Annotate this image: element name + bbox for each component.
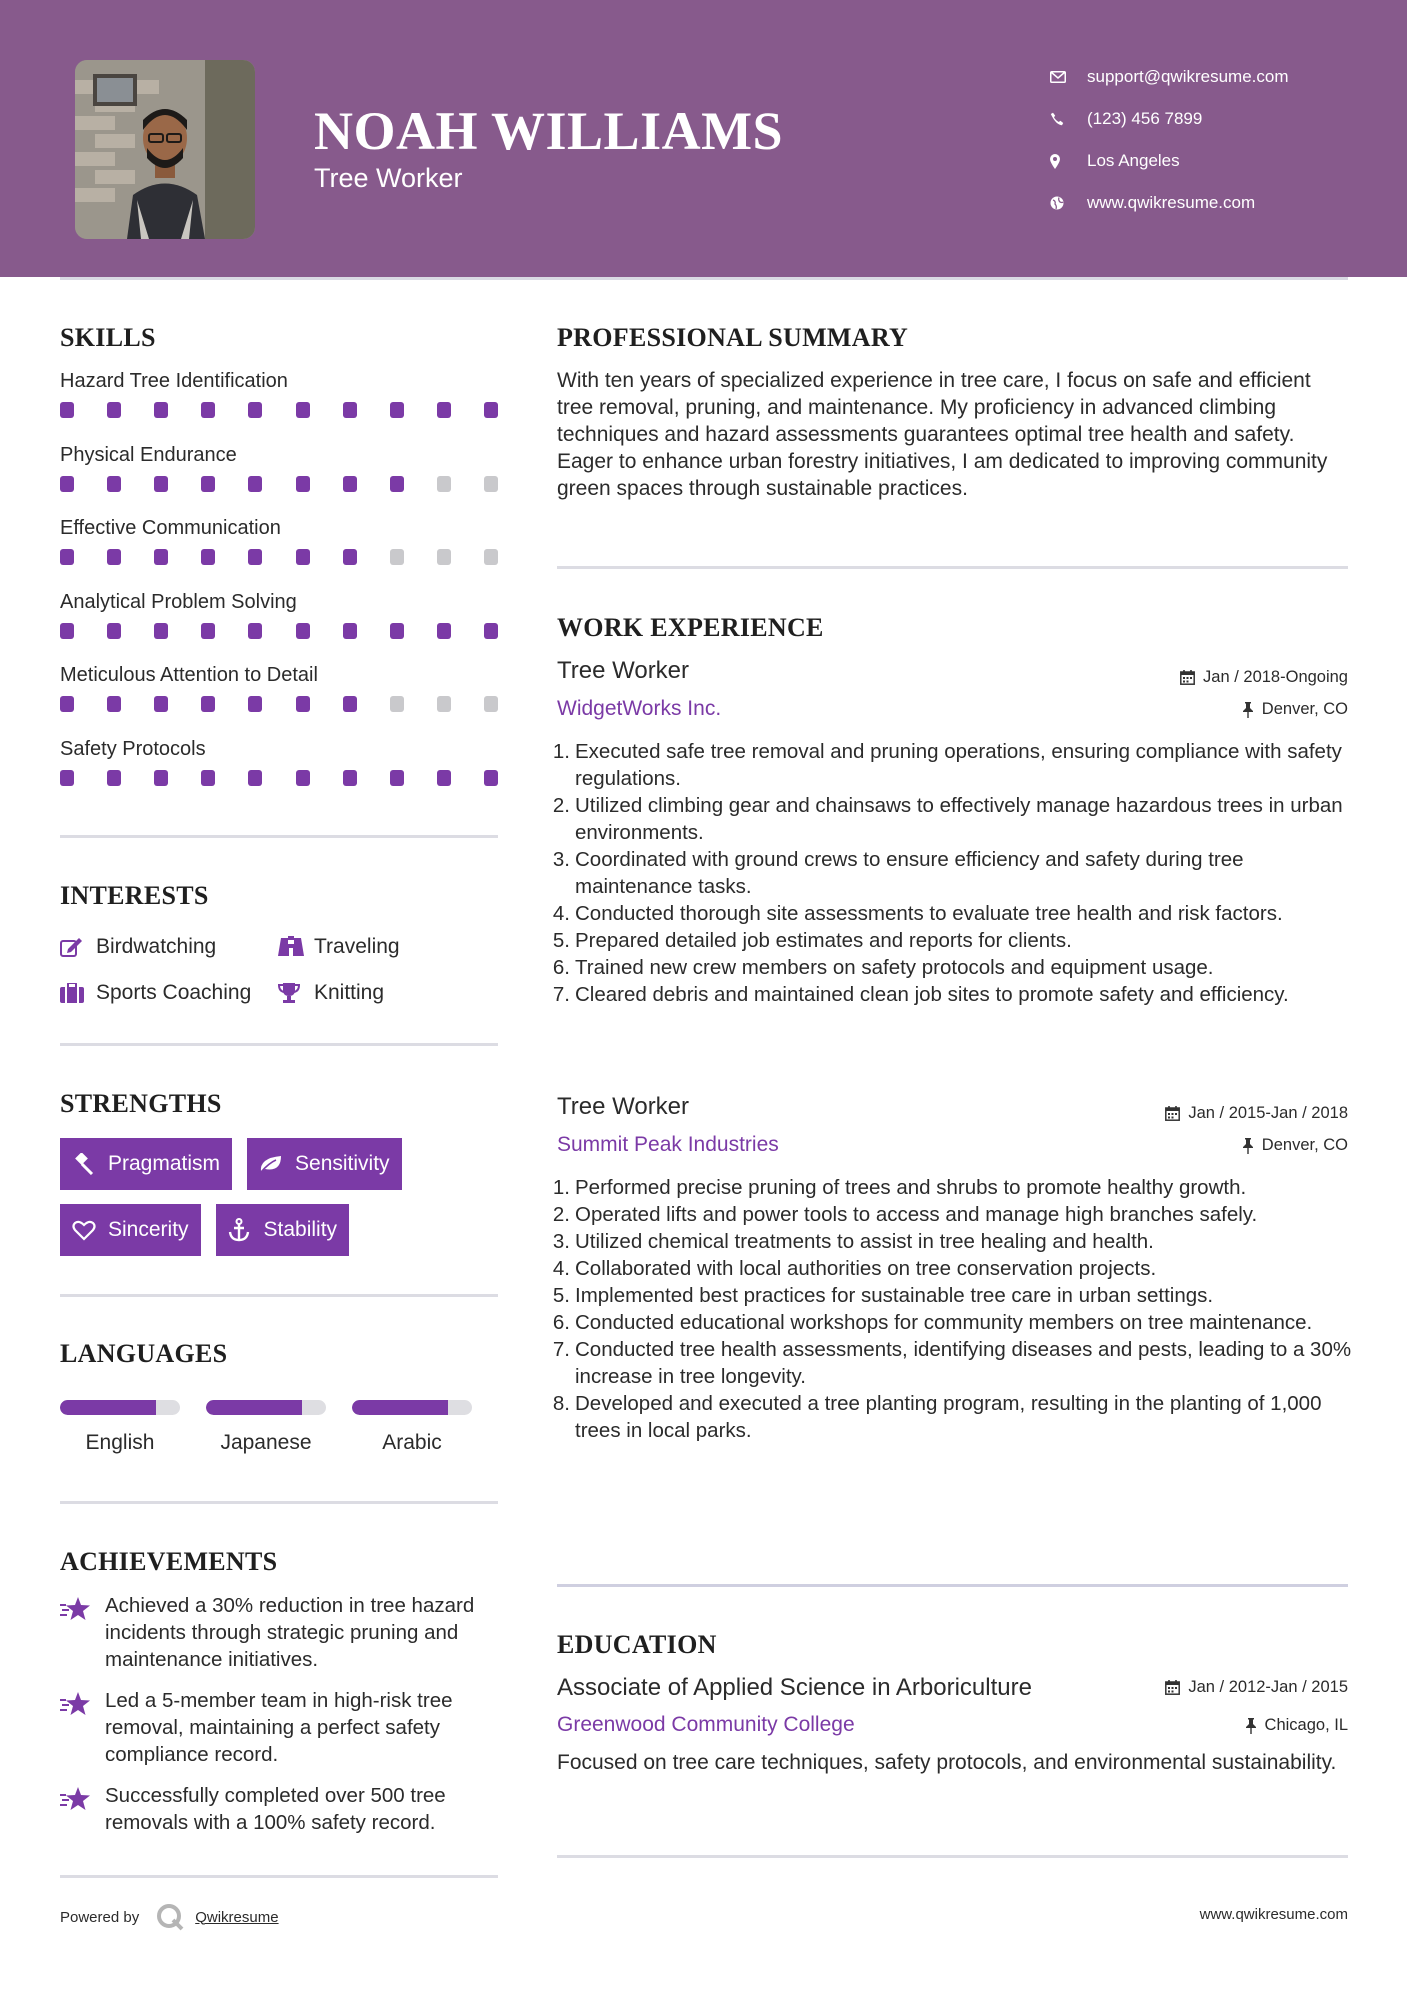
- candidate-title: Tree Worker: [314, 163, 463, 193]
- duty-item: [552, 927, 1357, 954]
- duty-text: Performed precise pruning of trees and shrubs to promote healthy growth.: [575, 1176, 1247, 1199]
- rating-dot: [484, 770, 498, 786]
- duty-number: 7.: [552, 983, 570, 1006]
- strength-tag: Pragmatism: [60, 1138, 232, 1190]
- rating-dot: [201, 770, 215, 786]
- rating-dot: [60, 623, 74, 639]
- duty-item: [552, 1309, 1357, 1336]
- duty-number: 7.: [552, 1338, 570, 1361]
- rating-dot: [107, 402, 121, 418]
- leaf-icon: [259, 1154, 295, 1174]
- duty-text: Operated lifts and power tools to access and manage high branches safely.: [575, 1203, 1258, 1226]
- education-description: Focused on tree care techniques, safety protocols, and environmental sustainability.: [557, 1751, 1337, 1774]
- duty-number: 6.: [552, 956, 570, 979]
- job-dates: Jan / 2015-Jan / 2018: [1165, 1104, 1348, 1123]
- rating-dot: [437, 402, 451, 418]
- job-duties: [552, 1174, 1357, 1444]
- rating-dot: [296, 402, 310, 418]
- briefcase-icon: [60, 983, 96, 1003]
- language-name: Arabic: [382, 1431, 442, 1454]
- rating-dot: [107, 696, 121, 712]
- company-name: Summit Peak Industries: [557, 1133, 779, 1156]
- language-level-bar: [60, 1400, 180, 1415]
- duty-item: [552, 792, 1357, 846]
- rating-dot: [154, 549, 168, 565]
- skill-item: [60, 366, 500, 440]
- skill-rating: [60, 623, 498, 639]
- duty-text: Developed and executed a tree planting program, resulting in the planting of 1,000 trees in local parks.: [575, 1392, 1322, 1442]
- duty-text: Prepared detailed job estimates and reports for clients.: [575, 929, 1072, 952]
- summary-heading: PROFESSIONAL SUMMARY: [557, 323, 909, 352]
- pushpin-icon: [1245, 1718, 1257, 1734]
- duty-item: [552, 1282, 1357, 1309]
- duty-number: 4.: [552, 1257, 570, 1280]
- contact-list: [1050, 56, 1289, 224]
- rating-dot: [390, 770, 404, 786]
- duty-text: Utilized climbing gear and chainsaws to effectively manage hazardous trees in urban environments.: [575, 794, 1343, 844]
- profile-photo: [75, 60, 255, 239]
- duty-number: 5.: [552, 1284, 570, 1307]
- calendar-icon: [1180, 670, 1195, 685]
- rating-dot: [248, 623, 262, 639]
- rating-dot: [390, 623, 404, 639]
- section-divider: [557, 566, 1348, 569]
- rating-dot: [437, 549, 451, 565]
- rating-dot: [484, 549, 498, 565]
- resume-header: [0, 0, 1407, 277]
- skills-heading: SKILLS: [60, 323, 156, 352]
- experience-heading: WORK EXPERIENCE: [557, 613, 824, 642]
- job-location: Denver, CO: [1242, 1136, 1348, 1155]
- rating-dot: [60, 549, 74, 565]
- skill-rating: [60, 549, 498, 565]
- duty-number: 5.: [552, 929, 570, 952]
- strength-tag: Sincerity: [60, 1204, 201, 1256]
- languages-list: [60, 1400, 500, 1455]
- skill-name: Physical Endurance: [60, 443, 237, 466]
- interests-list: [60, 924, 500, 1016]
- skill-name: Effective Communication: [60, 517, 281, 539]
- rating-dot: [296, 696, 310, 712]
- shooting-star-icon: [60, 1687, 105, 1768]
- section-divider: [60, 1875, 498, 1878]
- powered-by: Powered by Qwikresume: [60, 1902, 279, 1932]
- shooting-star-icon: [60, 1782, 105, 1836]
- strengths-list: [60, 1138, 520, 1270]
- rating-dot: [60, 696, 74, 712]
- school-name: Greenwood Community College: [557, 1713, 855, 1736]
- language-item: [60, 1400, 206, 1455]
- duty-number: 4.: [552, 902, 570, 925]
- skill-rating: [60, 402, 498, 418]
- duty-number: 1.: [552, 1176, 570, 1199]
- skills-list: [60, 366, 500, 807]
- duty-number: 8.: [552, 1392, 570, 1415]
- pushpin-icon: [1242, 1138, 1254, 1154]
- anchor-icon: [228, 1218, 264, 1242]
- rating-dot: [154, 696, 168, 712]
- skill-item: [60, 513, 500, 587]
- rating-dot: [484, 402, 498, 418]
- duty-text: Implemented best practices for sustainable tree care in urban settings.: [575, 1284, 1214, 1307]
- pushpin-icon: [1242, 702, 1254, 718]
- achievement-item: [60, 1687, 500, 1768]
- skill-name: Safety Protocols: [60, 737, 206, 760]
- language-item: [352, 1400, 498, 1455]
- duty-item: [552, 981, 1357, 1008]
- duty-item: [552, 1174, 1357, 1201]
- language-level-fill: [60, 1400, 156, 1415]
- contact-website[interactable]: www.qwikresume.com: [1050, 182, 1289, 224]
- duty-item: [552, 846, 1357, 900]
- skill-rating: [60, 770, 498, 786]
- rating-dot: [390, 549, 404, 565]
- rating-dot: [60, 770, 74, 786]
- rating-dot: [343, 476, 357, 492]
- rating-dot: [437, 696, 451, 712]
- job-duties: [552, 738, 1357, 1008]
- rating-dot: [107, 549, 121, 565]
- rating-dot: [343, 696, 357, 712]
- rating-dot: [201, 402, 215, 418]
- rating-dot: [248, 549, 262, 565]
- interest-item: Birdwatching: [60, 935, 278, 959]
- rating-dot: [60, 476, 74, 492]
- education-dates: Jan / 2012-Jan / 2015: [1165, 1678, 1348, 1697]
- skill-name: Meticulous Attention to Detail: [60, 664, 318, 686]
- calendar-icon: [1165, 1680, 1180, 1695]
- rating-dot: [390, 696, 404, 712]
- envelope-icon: [1050, 71, 1087, 83]
- qwikresume-logo-icon: [155, 1902, 185, 1932]
- rating-dot: [60, 402, 74, 418]
- rating-dot: [107, 623, 121, 639]
- duty-text: Executed safe tree removal and pruning operations, ensuring compliance with safety regulations.: [575, 740, 1342, 790]
- heart-icon: [72, 1220, 108, 1241]
- interest-item: Traveling: [278, 935, 400, 959]
- interest-item: Sports Coaching: [60, 981, 278, 1005]
- strength-tag: Stability: [216, 1204, 350, 1256]
- duty-item: [552, 1336, 1357, 1390]
- rating-dot: [296, 770, 310, 786]
- languages-heading: LANGUAGES: [60, 1339, 228, 1368]
- rating-dot: [484, 696, 498, 712]
- rating-dot: [154, 476, 168, 492]
- job-title: Tree Worker: [557, 657, 690, 684]
- map-pin-icon: [1050, 154, 1087, 169]
- job-dates: Jan / 2018-Ongoing: [1180, 668, 1348, 687]
- degree-title: Associate of Applied Science in Arboriculture: [557, 1674, 1032, 1701]
- contact-location: Los Angeles: [1050, 140, 1289, 182]
- section-divider: [60, 1501, 498, 1504]
- rating-dot: [484, 476, 498, 492]
- rating-dot: [154, 623, 168, 639]
- achievement-item: [60, 1592, 500, 1673]
- duty-number: 2.: [552, 1203, 570, 1226]
- job-title: Tree Worker: [557, 1093, 690, 1120]
- duty-text: Conducted thorough site assessments to evaluate tree health and risk factors.: [575, 902, 1283, 925]
- rating-dot: [437, 770, 451, 786]
- duty-number: 6.: [552, 1311, 570, 1334]
- rating-dot: [248, 402, 262, 418]
- education-location: Chicago, IL: [1245, 1716, 1348, 1735]
- achievement-text: Successfully completed over 500 tree removals with a 100% safety record.: [105, 1784, 446, 1834]
- job-location: Denver, CO: [1242, 700, 1348, 719]
- duty-text: Trained new crew members on safety protocols and equipment usage.: [575, 956, 1214, 979]
- qwikresume-link[interactable]: Qwikresume: [195, 1908, 279, 1926]
- rating-dot: [296, 549, 310, 565]
- section-divider: [60, 1294, 498, 1297]
- pencil-square-icon: [60, 937, 96, 957]
- calendar-icon: [1165, 1106, 1180, 1121]
- duty-item: [552, 1255, 1357, 1282]
- rating-dot: [154, 402, 168, 418]
- skill-rating: [60, 696, 498, 712]
- duty-number: 3.: [552, 848, 570, 871]
- duty-text: Cleared debris and maintained clean job sites to promote safety and efficiency.: [575, 983, 1289, 1006]
- phone-icon: [1050, 112, 1087, 126]
- candidate-name: NOAH WILLIAMS: [314, 101, 784, 161]
- gavel-icon: [72, 1153, 108, 1175]
- language-level-fill: [352, 1400, 448, 1415]
- rating-dot: [484, 623, 498, 639]
- rating-dot: [437, 476, 451, 492]
- skill-name: Hazard Tree Identification: [60, 370, 288, 392]
- achievement-text: Led a 5-member team in high-risk tree removal, maintaining a perfect safety compliance record.: [105, 1689, 453, 1766]
- achievement-item: [60, 1782, 500, 1836]
- rating-dot: [390, 402, 404, 418]
- section-divider: [557, 1855, 1348, 1858]
- rating-dot: [107, 770, 121, 786]
- interests-heading: INTERESTS: [60, 881, 209, 910]
- achievements-list: [60, 1592, 500, 1850]
- duty-item: [552, 738, 1357, 792]
- skill-item: [60, 660, 500, 734]
- interest-item: Knitting: [278, 981, 384, 1005]
- rating-dot: [201, 549, 215, 565]
- section-divider: [557, 1584, 1348, 1587]
- achievement-text: Achieved a 30% reduction in tree hazard incidents through strategic pruning and maintenance initiatives.: [105, 1594, 475, 1671]
- duty-number: 3.: [552, 1230, 570, 1253]
- rating-dot: [390, 476, 404, 492]
- language-name: Japanese: [220, 1431, 312, 1454]
- duty-number: 1.: [552, 740, 570, 763]
- rating-dot: [201, 476, 215, 492]
- strengths-heading: STRENGTHS: [60, 1089, 222, 1118]
- strength-tag: Sensitivity: [247, 1138, 402, 1190]
- achievements-heading: ACHIEVEMENTS: [60, 1547, 278, 1576]
- duty-text: Conducted tree health assessments, identifying diseases and pests, leading to a 30% increase in tree longevity.: [575, 1338, 1352, 1388]
- section-divider: [60, 1043, 498, 1046]
- language-name: English: [85, 1431, 155, 1454]
- rating-dot: [437, 623, 451, 639]
- rating-dot: [343, 770, 357, 786]
- summary-text: With ten years of specialized experience in tree care, I focus on safe and efficient tree removal, pruning, and maintenance. My proficiency in advanced climbing techniques and hazard assessments guarantees optimal tree health and safety. Eager to enhance urban forestry initiatives, I am dedicated to improving community green spaces through sustainable practices.: [557, 369, 1328, 500]
- globe-icon: [1050, 196, 1087, 210]
- education-heading: EDUCATION: [557, 1630, 717, 1659]
- language-level-bar: [206, 1400, 326, 1415]
- skill-item: [60, 587, 500, 661]
- rating-dot: [154, 770, 168, 786]
- rating-dot: [201, 623, 215, 639]
- skill-name: Analytical Problem Solving: [60, 590, 297, 613]
- skill-item: [60, 734, 500, 808]
- duty-text: Utilized chemical treatments to assist in tree healing and health.: [575, 1230, 1154, 1253]
- duty-text: Conducted educational workshops for community members on tree maintenance.: [575, 1311, 1313, 1334]
- rating-dot: [296, 476, 310, 492]
- language-item: [206, 1400, 352, 1455]
- duty-number: 2.: [552, 794, 570, 817]
- language-level-fill: [206, 1400, 302, 1415]
- shooting-star-icon: [60, 1592, 105, 1673]
- section-divider: [60, 835, 498, 838]
- rating-dot: [248, 770, 262, 786]
- duty-item: [552, 900, 1357, 927]
- rating-dot: [107, 476, 121, 492]
- company-name: WidgetWorks Inc.: [557, 697, 722, 720]
- rating-dot: [343, 623, 357, 639]
- footer-url[interactable]: www.qwikresume.com: [1199, 1906, 1348, 1923]
- language-level-bar: [352, 1400, 472, 1415]
- skill-rating: [60, 476, 498, 492]
- contact-email[interactable]: support@qwikresume.com: [1050, 56, 1289, 98]
- skill-item: [60, 440, 500, 514]
- rating-dot: [248, 696, 262, 712]
- rating-dot: [201, 696, 215, 712]
- header-divider: [60, 277, 1348, 280]
- contact-phone[interactable]: (123) 456 7899: [1050, 98, 1289, 140]
- duty-text: Coordinated with ground crews to ensure efficiency and safety during tree maintenance tasks.: [575, 848, 1244, 898]
- rating-dot: [296, 623, 310, 639]
- trophy-icon: [278, 982, 314, 1004]
- duty-item: [552, 954, 1357, 981]
- duty-item: [552, 1228, 1357, 1255]
- duty-item: [552, 1390, 1357, 1444]
- rating-dot: [248, 476, 262, 492]
- duty-item: [552, 1201, 1357, 1228]
- rating-dot: [343, 549, 357, 565]
- duty-text: Collaborated with local authorities on tree conservation projects.: [575, 1257, 1157, 1280]
- rating-dot: [343, 402, 357, 418]
- binoculars-icon: [278, 936, 314, 958]
